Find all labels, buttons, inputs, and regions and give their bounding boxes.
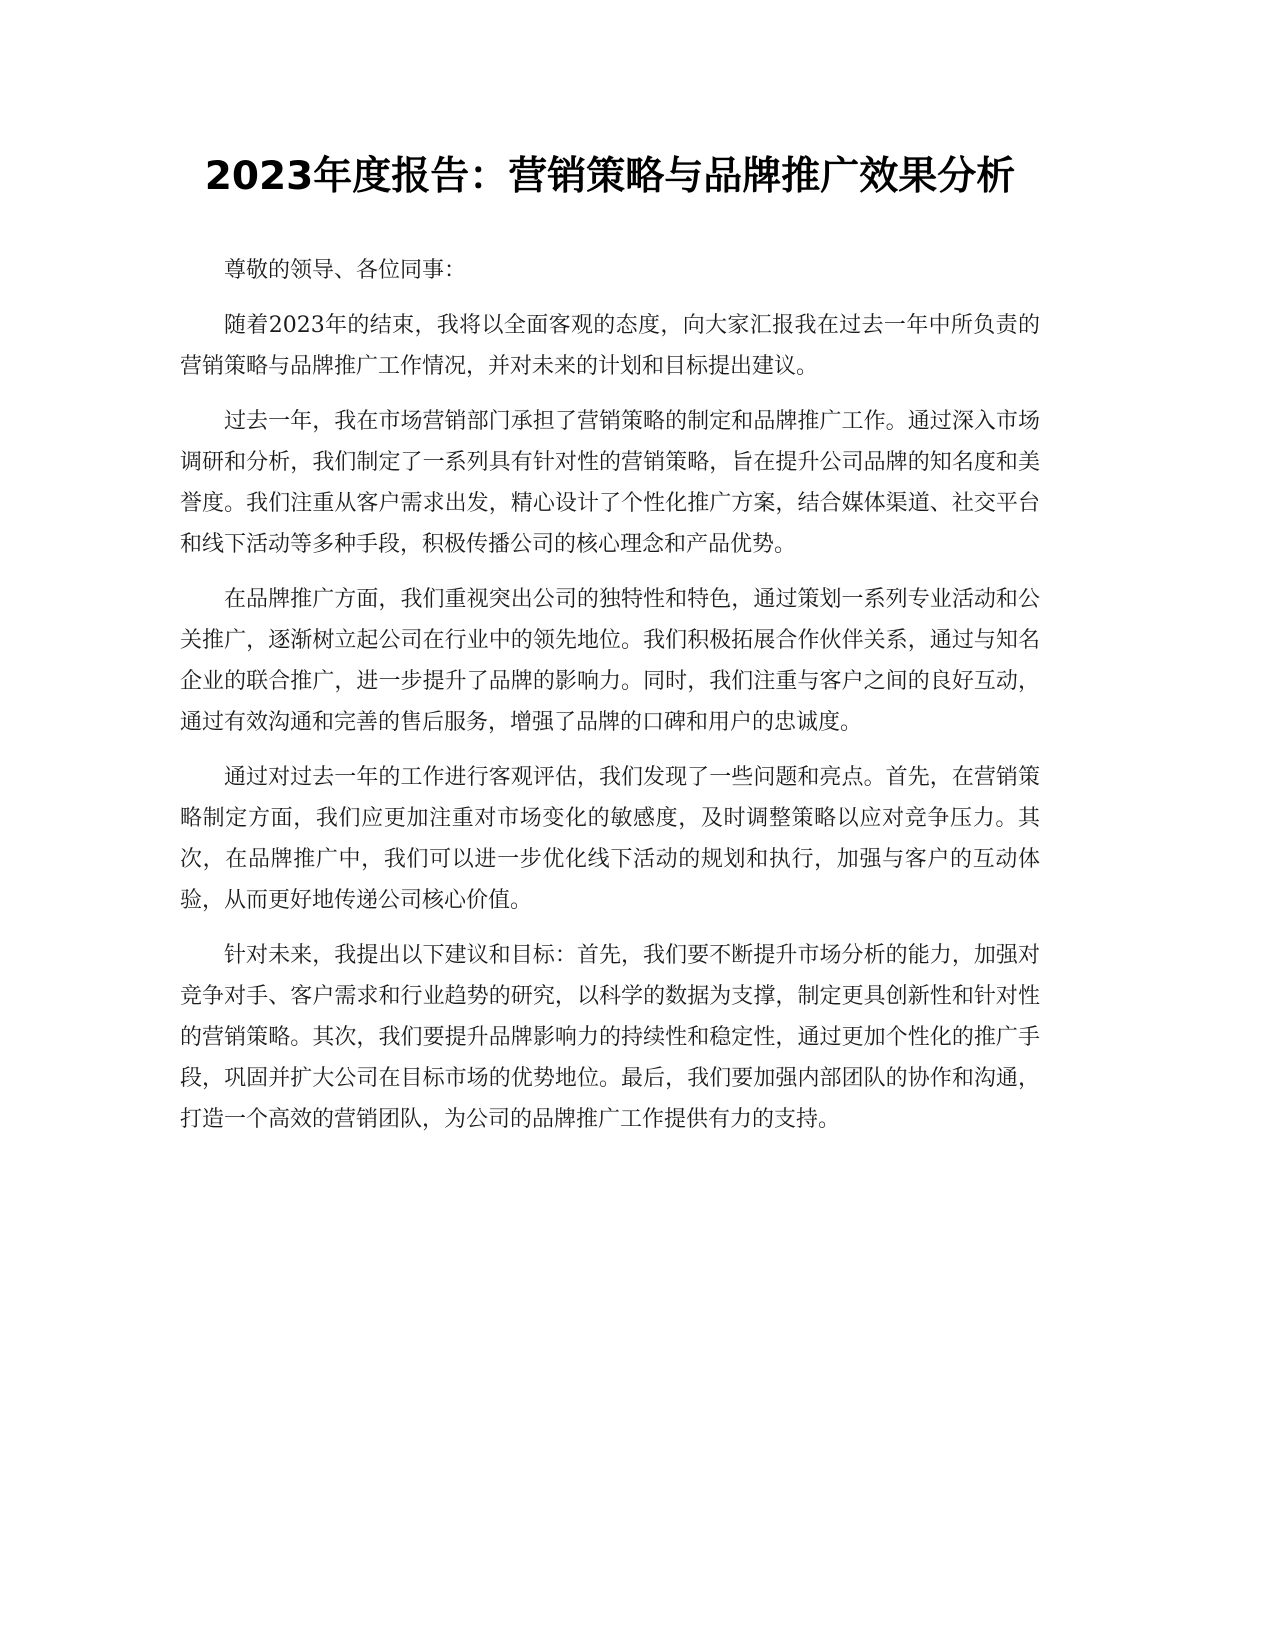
intro-paragraph: 随着2023年的结束，我将以全面客观的态度，向大家汇报我在过去一年中所负责的营销策略与品牌推广工作情况，并对未来的计划和目标提出建议。 xyxy=(180,313,1040,379)
past-work-paragraph: 过去一年，我在市场营销部门承担了营销策略的制定和品牌推广工作。通过深入市场调研和分析，我们制定了一系列具有针对性的营销策略，旨在提升公司品牌的知名度和美誉度。我们注重从客户需求出发，精心设计了个性化推广方案，结合媒体渠道、社交平台和线下活动等多种手段，积极传播公司的核心理念和产品优势。 xyxy=(180,409,1040,557)
document-page xyxy=(180,140,1040,1154)
document-title: 2023年度报告：营销策略与品牌推广效果分析 xyxy=(204,154,1016,199)
brand-promotion-paragraph: 在品牌推广方面，我们重视突出公司的独特性和特色，通过策划一系列专业活动和公关推广，逐渐树立起公司在行业中的领先地位。我们积极拓展合作伙伴关系，通过与知名企业的联合推广，进一步提升了品牌的影响力。同时，我们注重与客户之间的良好互动，通过有效沟通和完善的售后服务，增强了品牌的口碑和用户的忠诚度。 xyxy=(180,587,1040,735)
future-plans-paragraph: 针对未来，我提出以下建议和目标：首先，我们要不断提升市场分析的能力，加强对竞争对手、客户需求和行业趋势的研究，以科学的数据为支撑，制定更具创新性和针对性的营销策略。其次，我们要提升品牌影响力的持续性和稳定性，通过更加个性化的推广手段，巩固并扩大公司在目标市场的优势地位。最后，我们要加强内部团队的协作和沟通，打造一个高效的营销团队，为公司的品牌推广工作提供有力的支持。 xyxy=(180,943,1040,1132)
evaluation-paragraph: 通过对过去一年的工作进行客观评估，我们发现了一些问题和亮点。首先，在营销策略制定方面，我们应更加注重对市场变化的敏感度，及时调整策略以应对竞争压力。其次，在品牌推广中，我们可以进一步优化线下活动的规划和执行，加强与客户的互动体验，从而更好地传递公司核心价值。 xyxy=(180,765,1040,913)
salutation-paragraph: 尊敬的领导、各位同事： xyxy=(224,258,467,283)
